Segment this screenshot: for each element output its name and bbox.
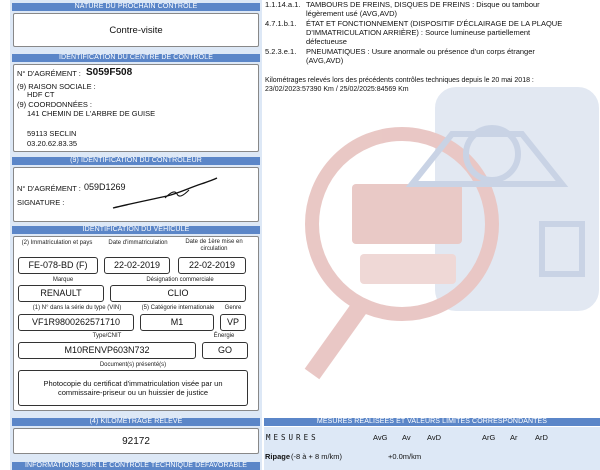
reg-date-box — [104, 257, 170, 274]
centre-phone: 03.20.62.83.35 — [27, 139, 78, 148]
ripage-limit: (-8 à + 8 m/km) — [291, 452, 343, 461]
defect-2-text: ÉTAT ET FONCTIONNEMENT (DISPOSITIF D'ÉCLAIRAGE DE LA PLAQUE — [306, 19, 563, 28]
controller-header: (9) IDENTIFICATION DU CONTRÔLEUR — [12, 157, 260, 165]
centre-address: 141 CHEMIN DE L'ARBRE DE GUISE — [27, 109, 156, 118]
category-value: M1 — [170, 317, 184, 327]
energy-box — [202, 342, 248, 359]
first-date-box — [178, 257, 246, 274]
centre-company-label: (9) RAISON SOCIALE : — [17, 82, 96, 91]
next-inspection-box — [13, 13, 259, 47]
category-label: (5) Catégorie internationale — [141, 305, 215, 311]
next-inspection-header: NATURE DU PROCHAIN CONTRÔLE — [12, 3, 260, 11]
centre-agreement-label: N° D'AGRÉMENT : — [17, 69, 81, 78]
centre-company-value: HDF CT — [27, 90, 55, 99]
measures-col-ar: Ar — [510, 433, 518, 442]
energy-value: GO — [217, 345, 232, 355]
controller-box — [13, 167, 259, 222]
controller-agreement-label: N° D'AGRÉMENT : — [17, 184, 81, 193]
defect-2-cont: D'IMMATRICULATION ARRIÈRE) : Source lumineuse partiellement — [306, 28, 531, 37]
info-footer-header: INFORMATIONS SUR LE CONTRÔLE TECHNIQUE DÉFAVORABLE — [12, 462, 260, 470]
next-inspection-value: Contre-visite — [109, 25, 163, 36]
vin-label: (1) N° dans la série du type (VIN) — [32, 305, 122, 311]
genre-box — [220, 314, 246, 331]
signature-icon — [109, 174, 219, 214]
type-value: M10RENVP603N732 — [64, 345, 150, 355]
reg-date-value: 22-02-2019 — [113, 260, 161, 270]
defect-2-code: 4.7.1.b.1. — [265, 19, 297, 28]
centre-agreement-value: S059F508 — [86, 67, 133, 78]
measures-col-arg: ArG — [482, 433, 496, 442]
vin-value: VF1R9800262571710 — [31, 317, 121, 327]
history-line-1: Kilométrages relevés lors des précédents contrôles techniques depuis le 20 mai 2018 : — [265, 77, 534, 84]
energy-label: Énergie — [213, 333, 235, 339]
type-label: Type/CNIT — [92, 333, 122, 339]
model-label: Désignation commerciale — [146, 277, 214, 283]
category-box — [140, 314, 214, 331]
history-line-2: 23/02/2023:57390 Km / 25/02/2025:84569 Km — [265, 86, 409, 93]
reg-label: (2) Immatriculation et pays — [21, 240, 93, 246]
measures-col-avg: AvG — [373, 433, 388, 442]
centre-header: IDENTIFICATION DU CENTRE DE CONTRÔLE — [12, 54, 260, 62]
centre-coords-label: (9) COORDONNÉES : — [17, 100, 93, 109]
measures-col-avd: AvD — [427, 433, 442, 442]
reg-value-box — [18, 257, 98, 274]
docs-box — [18, 370, 248, 406]
measures-col-ard: ArD — [535, 433, 548, 442]
centre-box — [13, 64, 259, 152]
genre-label: Genre — [224, 305, 242, 311]
ripage-label: Ripage — [265, 452, 291, 461]
reg-value: FE-078-BD (F) — [28, 260, 88, 270]
controller-agreement-value: 059D1269 — [84, 182, 126, 192]
vin-box — [18, 314, 134, 331]
genre-value: VP — [226, 317, 239, 327]
docs-value: Photocopie du certificat d'immatriculation visée par un commissaire-priseur ou un huissier de justice — [43, 379, 223, 397]
vehicle-header: IDENTIFICATION DU VÉHICULE — [12, 226, 260, 234]
defect-1-code: 1.1.14.a.1. — [265, 0, 301, 9]
defect-3-text: PNEUMATIQUES : Usure anormale ou présence d'un corps étranger — [306, 47, 535, 56]
defect-1-text: TAMBOURS DE FREINS, DISQUES DE FREINS : Disque ou tambour — [306, 0, 540, 9]
defect-1-cont: légèrement usé (AVG,AVD) — [306, 9, 398, 18]
mileage-header: (4) KILOMÉTRAGE RELEVÉ — [12, 418, 260, 426]
mileage-value: 92172 — [122, 436, 150, 447]
measures-title: MESURES — [266, 433, 319, 442]
model-box — [110, 285, 246, 302]
ripage-value: +0.0m/km — [388, 452, 422, 461]
defect-2-cont2: défectueuse — [306, 37, 347, 46]
controller-signature-label: SIGNATURE : — [17, 198, 65, 207]
type-box — [18, 342, 196, 359]
brand-box — [18, 285, 104, 302]
watermark-logo-icon — [292, 74, 600, 404]
defect-3-cont: (AVG,AVD) — [306, 56, 344, 65]
brand-label: Marque — [52, 277, 74, 283]
measures-header: MESURES RÉALISÉES ET VALEURS LIMITES CORRESPONDANTES — [264, 418, 600, 426]
docs-label: Document(s) présenté(s) — [99, 362, 167, 368]
brand-value: RENAULT — [40, 288, 82, 298]
first-date-label: Date de 1ère mise en circulation — [185, 239, 243, 252]
reg-date-label: Date d'immatriculation — [108, 240, 168, 246]
first-date-value: 22-02-2019 — [188, 260, 236, 270]
mileage-box — [13, 428, 259, 454]
centre-city: 59113 SECLIN — [27, 129, 77, 138]
model-value: CLIO — [167, 288, 189, 298]
measures-col-av: Av — [402, 433, 411, 442]
defect-3-code: 5.2.3.e.1. — [265, 47, 297, 56]
